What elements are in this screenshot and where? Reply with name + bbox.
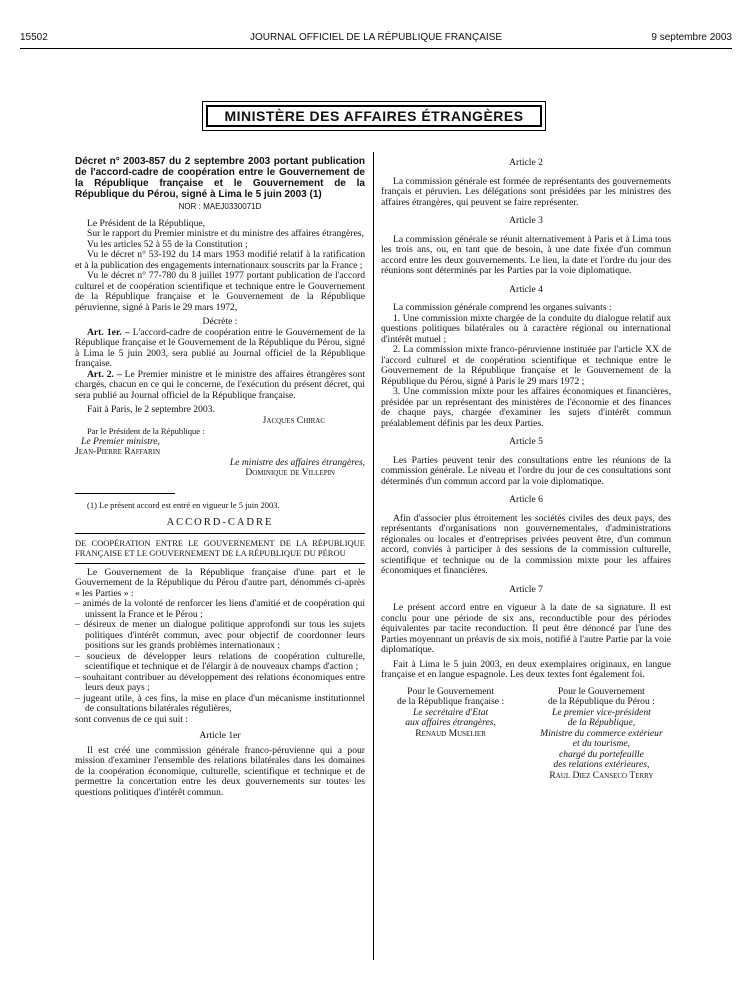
article-1-heading: Article 1er	[199, 730, 241, 741]
sig-title: Le premier vice-président	[552, 706, 651, 718]
signature-peru	[532, 687, 671, 782]
article-3-text: La commission générale se réunit alternativement à Paris et à Lima tous les trois ans, ou, en tant que de besoin, à une date fixée d'un commun accord entre les deux gouvernements. Le lieu, la date et l'ordre du jour des réunions sont déterminés par les Parties par la voie diplomatique.	[381, 233, 671, 276]
article-4-item: 2. La commission mixte franco-péruvienne instituée par l'article XX de l'accord culturel et de coopération scientifique et technique entre le Gouvernement de la République française et le Gouvernement de la République du Pérou, signé à Paris le 29 mars 1972 ;	[381, 344, 671, 387]
decree-para: Vu le décret n° 77-780 du 8 juillet 1977 portant publication de l'accord culturel et de coopération scientifique et technique entre le Gouvernement de la République française et le Gouvernement de la République péruvienne, signé à Paris le 29 mars 1972,	[75, 270, 365, 313]
sig-title: des relations extérieures,	[553, 759, 650, 770]
article-4-intro: La commission générale comprend les organes suivants :	[393, 302, 612, 313]
sig-title: aux affaires étrangères,	[405, 717, 496, 728]
by-president: Par le Président de la République :	[87, 426, 205, 436]
footnote-rule	[75, 493, 175, 494]
sig-line: Pour le Gouvernement	[557, 685, 645, 697]
decree-para: Sur le rapport du Premier ministre et du ministre des affaires étrangères,	[87, 228, 364, 239]
sig-title: Ministre du commerce extérieur	[540, 727, 663, 739]
preamble-bullet: – soucieux de développer leurs relations de coopération culturelle, scientifique et technique et de l'élargir à de nouveaux champs d'action ;	[75, 650, 365, 672]
preamble-bullet: – désireux de mener un dialogue politique approfondi sur tous les sujets politiques d'intérêt commun, avec pour objectif de coordonner leurs positions sur les grands problèmes internationaux ;	[75, 619, 365, 651]
art1-label: Art. 1er. –	[87, 326, 130, 338]
pm-name: Jean-Pierre Raffarin	[75, 446, 161, 457]
ministry-title: MINISTÈRE DES AFFAIRES ÉTRANGÈRES	[206, 105, 542, 127]
preamble-bullet: – jugeant utile, à ces fins, la mise en place d'un mécanisme institutionnel de consultations bilatérales régulières,	[75, 692, 365, 714]
article-6-heading: Article 6	[509, 494, 543, 505]
decree-para: Le Président de la République,	[87, 217, 206, 229]
journal-title: JOURNAL OFFICIEL DE LA RÉPUBLIQUE FRANÇAISE	[249, 32, 503, 43]
article-3-heading: Article 3	[509, 215, 543, 226]
pm-title: Le Premier ministre,	[81, 435, 160, 447]
preamble-bullet: – animés de la volonté de renforcer les liens d'amitié et de coopération qui unissent la France et le Pérou ;	[75, 598, 365, 620]
sig-title: et du tourisme,	[572, 738, 631, 749]
left-column	[75, 156, 365, 798]
article-4-item: 3. Une commission mixte pour les affaires économiques et financières, présidée par un représentant des ministères de l'économie et des finances de chaque pays, chargée d'examiner les sujets d'intérêt commun préalablement définis par les deux Parties.	[381, 386, 671, 429]
article-5-heading: Article 5	[509, 436, 543, 447]
ministry-box	[202, 101, 546, 131]
accord-rule	[75, 563, 365, 564]
preamble: Le Gouvernement de la République française d'une part et le Gouvernement de la République du Pérou d'autre part, dénommés ci-après « les Parties » :	[75, 566, 365, 599]
signer-chirac: Jacques Chirac	[262, 414, 325, 426]
done-lima: Fait à Lima le 5 juin 2003, en deux exemplaires originaux, en langue française et en langue espagnole. Les deux textes font également foi.	[381, 658, 671, 680]
sig-line: Pour le Gouvernement	[407, 685, 495, 697]
article-1-text: Il est créé une commission générale franco-péruvienne qui a pour mission d'examiner l'ensemble des relations bilatérales dans les domaines de la coopération économique, culturelle, scientifique et technique et de permettre la concertation entre les deux gouvernements sur toutes les questions politiques d'intérêt commun.	[75, 744, 365, 798]
sig-name: Renaud Muselier	[415, 727, 486, 739]
accord-subtitle: DE COOPÉRATION ENTRE LE GOUVERNEMENT DE LA RÉPUBLIQUE FRANÇAISE ET LE GOUVERNEMENT DE LA RÉPUBLIQUE DU PÉROU	[75, 537, 365, 558]
decree-para: Vu le décret n° 53-192 du 14 mars 1953 modifié relatif à la ratification et à la publication des engagements internationaux souscrits par la France ;	[75, 249, 365, 271]
header-rule	[20, 48, 732, 49]
footnote: (1) Le présent accord est entré en vigueur le 5 juin 2003.	[87, 499, 280, 510]
nor-reference: NOR : MAEJ0330071D	[178, 202, 262, 211]
right-column	[381, 156, 671, 781]
decree-para: Vu les articles 52 à 55 de la Constitution ;	[87, 238, 248, 250]
article-6-text: Afin d'associer plus étroitement les sociétés civiles des deux pays, des représentants d'organisations non gouvernementales, d'administrations régionales ou locales et d'entreprises privées peuvent être, d'un commun accord, conviés à participer à des sessions de la commission culturelle, scientifique et technique ou de la commission mixte pour les affaires économiques et financières.	[381, 512, 671, 576]
article-4-heading: Article 4	[509, 283, 543, 295]
agreed: sont convenus de ce qui suit :	[75, 713, 188, 725]
fm-title: Le ministre des affaires étrangères,	[229, 456, 365, 468]
sig-title: chargé du portefeuille	[558, 748, 644, 760]
article-2-text: La commission générale est formée de représentants des gouvernements français et péruvien. Les délégations sont présidées par les ministres des affaires étrangères, qui peuvent se faire représenter.	[381, 175, 671, 208]
page-number: 15502	[20, 32, 48, 43]
sig-title: de la République,	[567, 717, 636, 728]
article-7-heading: Article 7	[509, 583, 543, 595]
signature-france	[381, 687, 520, 782]
art2-text: Le Premier ministre et le ministre des affaires étrangères sont chargés, chacun en ce qui le concerne, de l'exécution du présent décret, qui sera publié au Journal officiel de la République française.	[75, 368, 366, 401]
decrete-label: Décrète :	[202, 316, 238, 327]
signatures	[381, 687, 671, 782]
preamble-bullet: – souhaitant contribuer au développement des relations économiques entre leurs deux pays ;	[75, 671, 365, 693]
issue-date: 9 septembre 2003	[651, 32, 732, 43]
sig-name: Raul Diez Canseco Terry	[549, 769, 654, 781]
done-paris: Fait à Paris, le 2 septembre 2003.	[87, 404, 215, 415]
article-2-heading: Article 2	[509, 157, 543, 168]
accord-title: ACCORD-CADRE	[166, 517, 274, 528]
sig-title: Le secrétaire d'Etat	[412, 706, 489, 718]
column-divider	[373, 152, 374, 960]
accord-rule	[75, 533, 365, 534]
art2-label: Art. 2. –	[87, 368, 122, 380]
decree-title: Décret n° 2003-857 du 2 septembre 2003 portant publication de l'accord-cadre de coopération entre le Gouvernement de la République française et le Gouvernement de la République du Pérou, signé à Lima le 5 juin 2003 (1)	[75, 156, 365, 200]
article-5-text: Les Parties peuvent tenir des consultations entre les réunions de la commission générale. Le niveau et l'ordre du jour de ces consultations sont déterminés d'un commun accord par la voie diplomatique.	[381, 454, 671, 487]
sig-line: de la République du Pérou :	[547, 696, 655, 707]
fm-name: Dominique de Villepin	[245, 467, 335, 478]
art1-text: L'accord-cadre de coopération entre le Gouvernement de la République française et le Gouvernement de la République du Pérou, signé à Lima le 5 juin 2003, sera publié au Journal officiel de la République française.	[75, 326, 365, 369]
article-4-item: 1. Une commission mixte chargée de la conduite du dialogue relatif aux questions politiques bilatérales ou à caractère régional ou international d'intérêt mutuel ;	[381, 312, 671, 345]
article-7-text: Le présent accord entre en vigueur à la date de sa signature. Il est conclu pour une période de six ans, reconductible pour des périodes équivalentes par tacite reconduction. Il peut être dénoncé par l'une des Parties moyennant un préavis de six mois, notifié à l'autre Partie par la voie diplomatique.	[381, 602, 671, 655]
sig-line: de la République française :	[397, 696, 505, 707]
